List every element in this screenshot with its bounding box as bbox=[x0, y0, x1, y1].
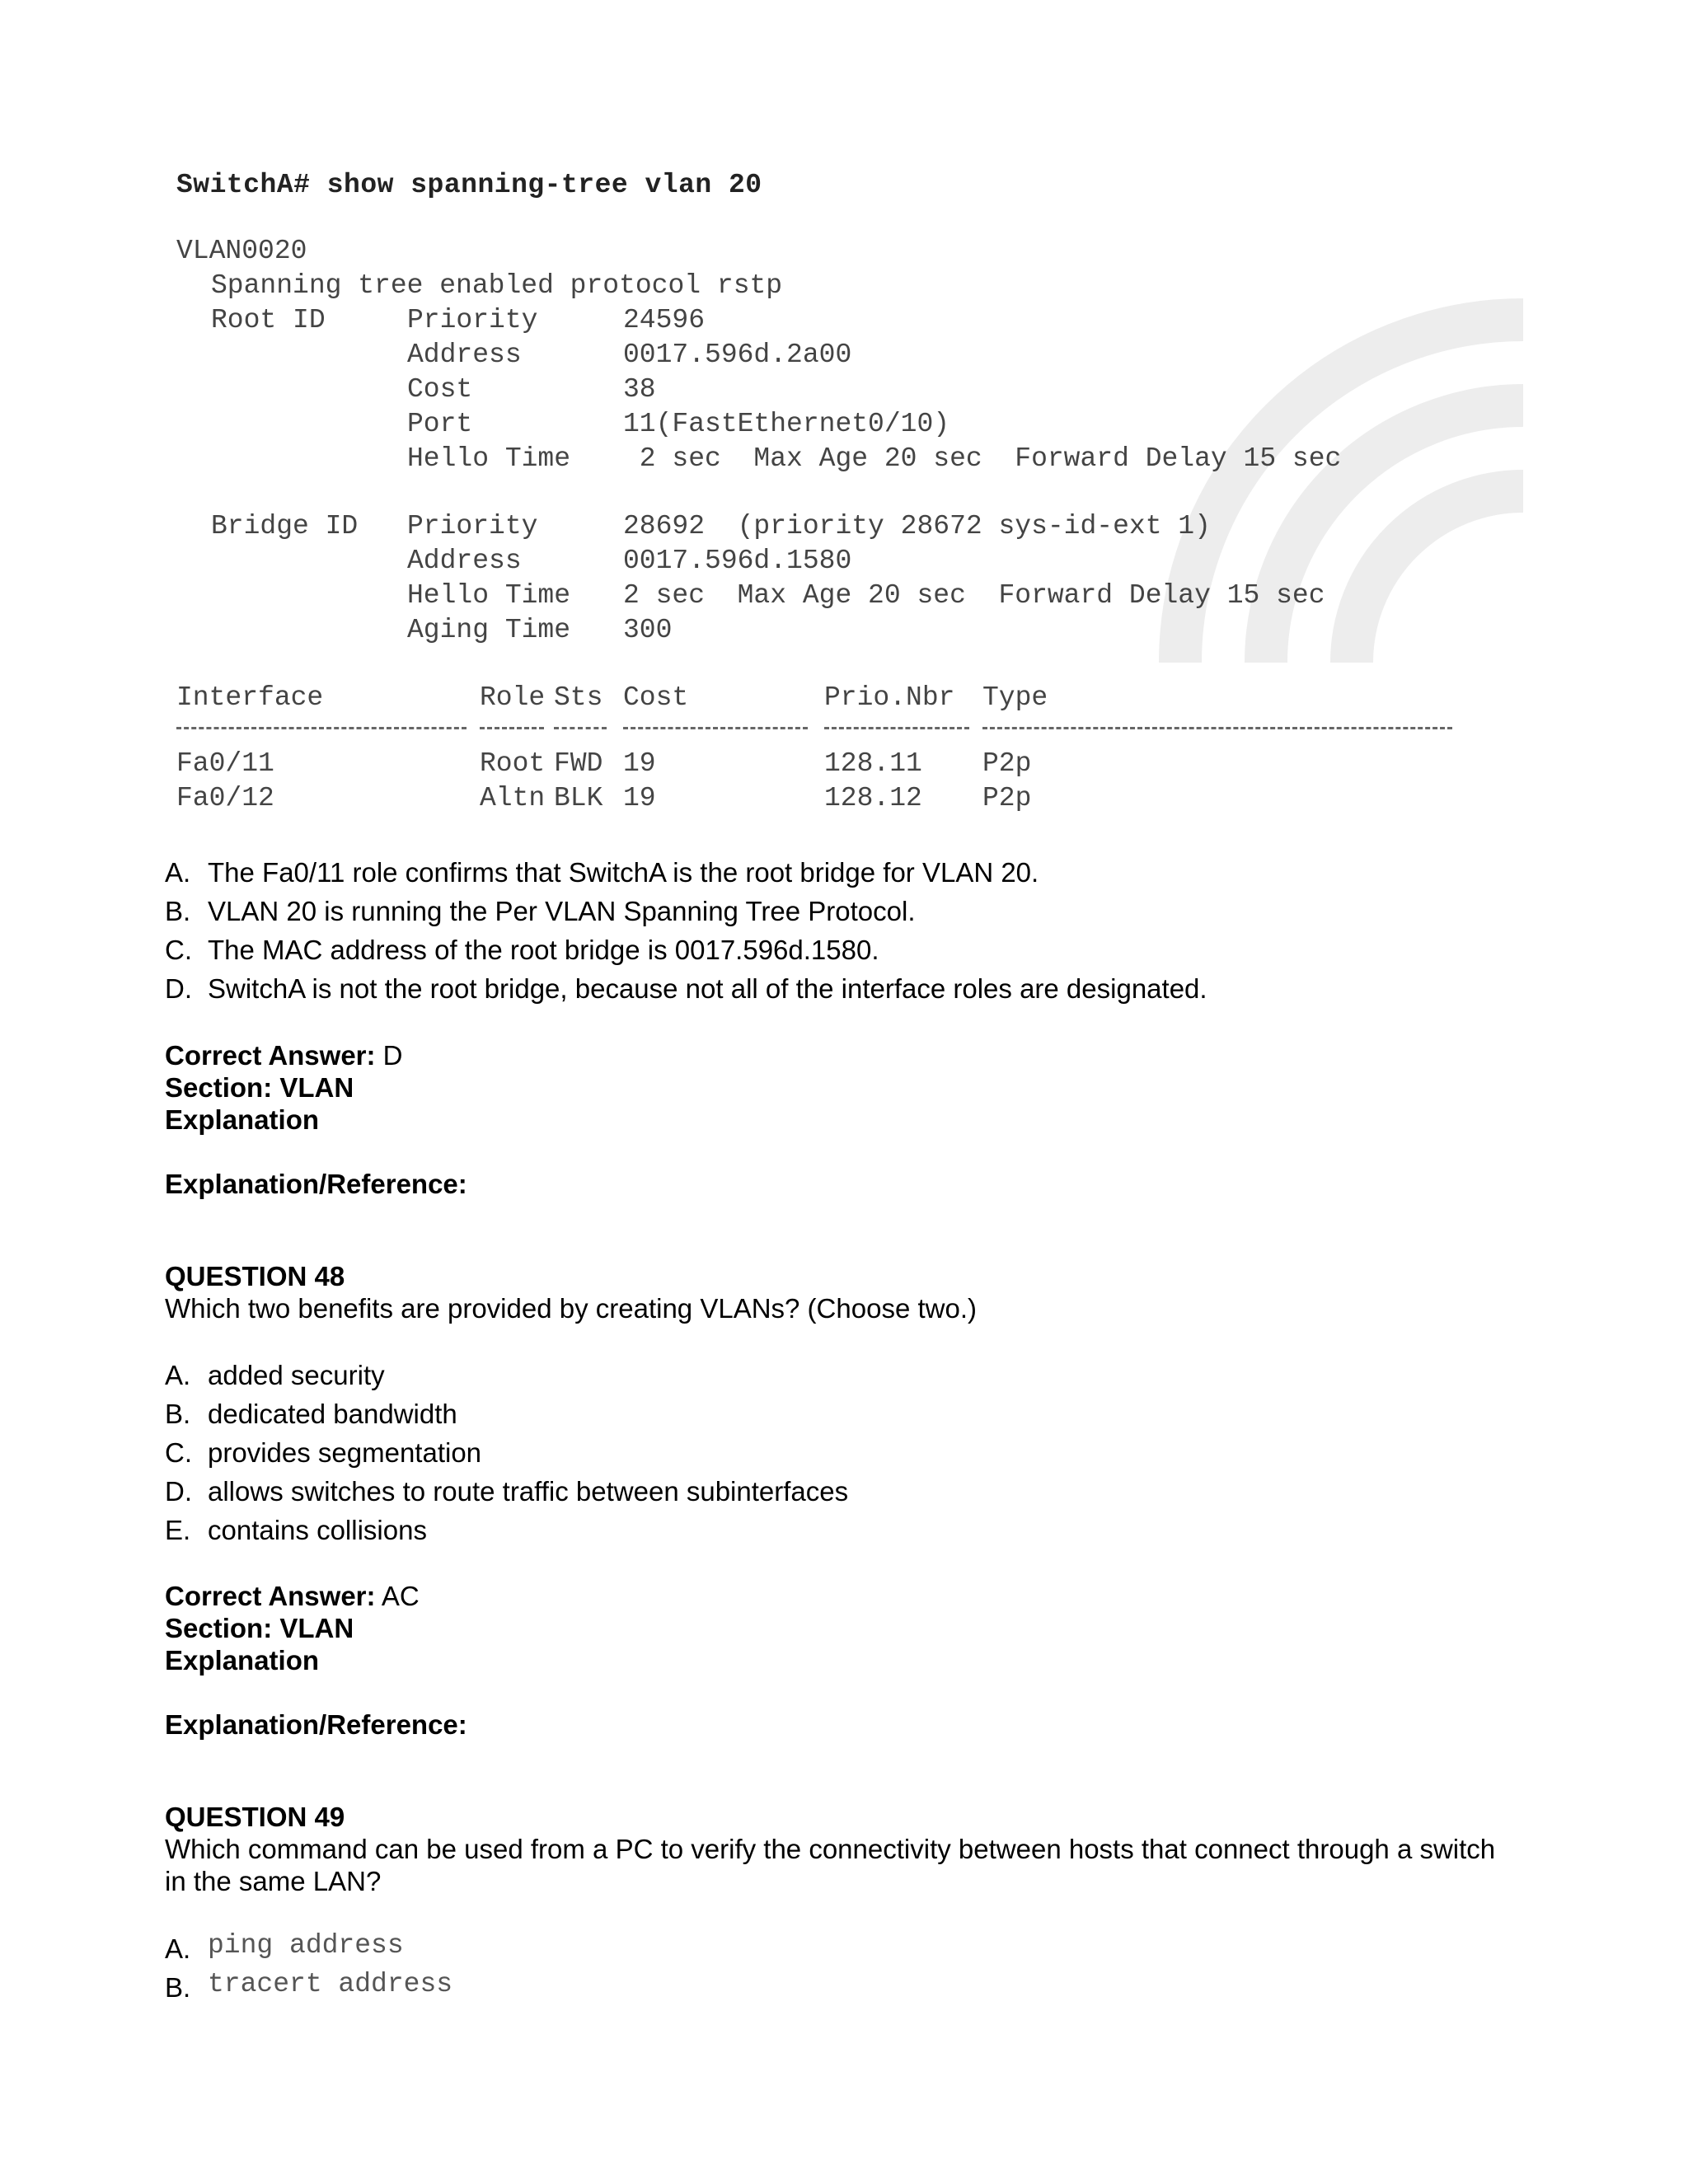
root-id-label: Root ID bbox=[211, 305, 326, 335]
table-separator bbox=[176, 727, 467, 729]
bridge-id-label: Bridge ID bbox=[211, 511, 359, 541]
table-separator bbox=[824, 727, 969, 729]
bridge-value: 2 sec Max Age 20 sec Forward Delay 15 sec bbox=[623, 580, 1325, 611]
option-letter: D. bbox=[165, 1476, 192, 1507]
root-key: Priority bbox=[407, 305, 538, 335]
option-text: contains collisions bbox=[208, 1515, 427, 1545]
table-cell: P2p bbox=[982, 748, 1032, 779]
bridge-key: Address bbox=[407, 546, 522, 576]
root-key: Address bbox=[407, 340, 522, 370]
table-cell: Fa0/11 bbox=[176, 748, 274, 779]
explanation-reference-label: Explanation/Reference: bbox=[165, 1709, 467, 1740]
table-header: Cost bbox=[623, 682, 689, 713]
table-cell: FWD bbox=[554, 748, 603, 779]
option-text: dedicated bandwidth bbox=[208, 1399, 457, 1429]
option-letter: A. bbox=[165, 1933, 191, 1964]
bridge-value: 28692 (priority 28672 sys-id-ext 1) bbox=[623, 511, 1211, 541]
question-title: QUESTION 48 bbox=[165, 1261, 345, 1291]
root-value: 38 bbox=[623, 374, 656, 405]
option-letter: A. bbox=[165, 857, 191, 888]
protocol-line: Spanning tree enabled protocol rstp bbox=[211, 270, 783, 301]
table-header: Role bbox=[480, 682, 546, 713]
option-text: allows switches to route traffic between subinterfaces bbox=[208, 1476, 849, 1507]
question-text: Which command can be used from a PC to verify the connectivity between hosts that connect through a switch bbox=[165, 1834, 1496, 1864]
option-letter: B. bbox=[165, 1399, 191, 1429]
root-value: 11(FastEthernet0/10) bbox=[623, 409, 950, 439]
root-value: 24596 bbox=[623, 305, 706, 335]
question-title: QUESTION 49 bbox=[165, 1802, 345, 1832]
root-key: Cost bbox=[407, 374, 473, 405]
option-letter: C. bbox=[165, 935, 192, 965]
vlan-label: VLAN0020 bbox=[176, 236, 307, 266]
correct-answer-value: AC bbox=[375, 1581, 420, 1611]
correct-answer-label: Correct Answer: bbox=[165, 1040, 376, 1071]
root-value: 2 sec Max Age 20 sec Forward Delay 15 sec bbox=[623, 443, 1342, 474]
option-text: added security bbox=[208, 1360, 385, 1390]
option-text: VLAN 20 is running the Per VLAN Spanning Tree Protocol. bbox=[208, 896, 916, 926]
root-key: Hello Time bbox=[407, 443, 571, 474]
table-header: Type bbox=[982, 682, 1048, 713]
root-key: Port bbox=[407, 409, 473, 439]
option-letter: C. bbox=[165, 1437, 192, 1468]
table-separator bbox=[480, 727, 544, 729]
table-header: Interface bbox=[176, 682, 324, 713]
table-cell: Fa0/12 bbox=[176, 783, 274, 813]
option-text: provides segmentation bbox=[208, 1437, 482, 1468]
option-text: The MAC address of the root bridge is 0017.596d.1580. bbox=[208, 935, 879, 965]
table-header: Sts bbox=[554, 682, 603, 713]
table-cell: 128.12 bbox=[824, 783, 922, 813]
table-separator bbox=[982, 727, 1452, 729]
section-label: Section: VLAN bbox=[165, 1613, 354, 1643]
terminal-screenshot bbox=[165, 162, 1484, 829]
table-cell: P2p bbox=[982, 783, 1032, 813]
option-text: ping address bbox=[208, 1930, 404, 1961]
correct-answer-value: D bbox=[375, 1040, 403, 1071]
explanation-label: Explanation bbox=[165, 1104, 320, 1135]
option-text: The Fa0/11 role confirms that SwitchA is the root bridge for VLAN 20. bbox=[208, 857, 1039, 888]
question-text-continued: in the same LAN? bbox=[165, 1866, 382, 1896]
explanation-label: Explanation bbox=[165, 1645, 320, 1675]
bridge-value: 0017.596d.1580 bbox=[623, 546, 852, 576]
section-label: Section: VLAN bbox=[165, 1072, 354, 1103]
table-separator bbox=[554, 727, 607, 729]
bridge-key: Aging Time bbox=[407, 615, 571, 645]
table-cell: Root bbox=[480, 748, 546, 779]
table-cell: BLK bbox=[554, 783, 603, 813]
table-cell: 19 bbox=[623, 748, 656, 779]
root-value: 0017.596d.2a00 bbox=[623, 340, 852, 370]
correct-answer bbox=[165, 1040, 403, 1071]
correct-answer bbox=[165, 1581, 420, 1612]
option-text: tracert address bbox=[208, 1969, 453, 1999]
question-text: Which two benefits are provided by creating VLANs? (Choose two.) bbox=[165, 1293, 977, 1324]
table-cell: 19 bbox=[623, 783, 656, 813]
option-letter: A. bbox=[165, 1360, 191, 1390]
option-text: SwitchA is not the root bridge, because not all of the interface roles are designated. bbox=[208, 973, 1207, 1004]
table-cell: Altn bbox=[480, 783, 546, 813]
option-letter: E. bbox=[165, 1515, 191, 1545]
bridge-key: Hello Time bbox=[407, 580, 571, 611]
cli-command: SwitchA# show spanning-tree vlan 20 bbox=[176, 170, 762, 200]
bridge-key: Priority bbox=[407, 511, 538, 541]
correct-answer-label: Correct Answer: bbox=[165, 1581, 376, 1611]
table-separator bbox=[623, 727, 808, 729]
bridge-value: 300 bbox=[623, 615, 673, 645]
explanation-reference-label: Explanation/Reference: bbox=[165, 1169, 467, 1199]
option-letter: D. bbox=[165, 973, 192, 1004]
table-header: Prio.Nbr bbox=[824, 682, 955, 713]
option-letter: B. bbox=[165, 1972, 191, 2003]
option-letter: B. bbox=[165, 896, 191, 926]
table-cell: 128.11 bbox=[824, 748, 922, 779]
wifi-watermark-icon bbox=[1137, 277, 1566, 705]
